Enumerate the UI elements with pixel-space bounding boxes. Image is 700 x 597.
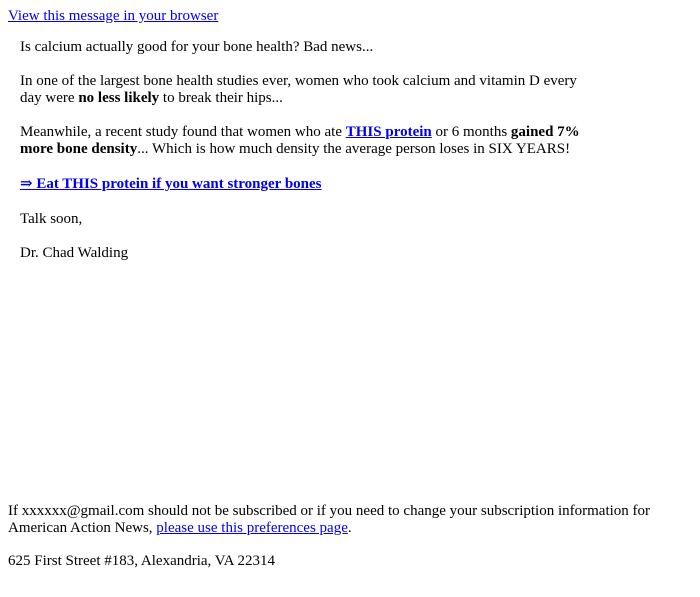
closing-paragraph bbox=[20, 211, 600, 228]
email-body bbox=[20, 39, 600, 278]
meanwhile-text-mid: or 6 months bbox=[431, 124, 511, 140]
meanwhile-text-start: Meanwhile, a recent study found that women who ate bbox=[20, 124, 346, 140]
subscription-period: . bbox=[347, 520, 352, 536]
view-in-browser-link[interactable]: View this message in your browser bbox=[8, 8, 219, 24]
meanwhile-emphasis: gained 7% more bone density bbox=[20, 124, 580, 157]
study-emphasis: no less likely bbox=[78, 90, 160, 106]
meanwhile-text-end: ... Which is how much density the average person loses in SIX YEARS! bbox=[137, 141, 571, 157]
signature-text: Dr. Chad Walding bbox=[20, 245, 129, 261]
meanwhile-paragraph bbox=[20, 124, 600, 158]
mailing-address bbox=[8, 553, 688, 570]
study-text-end: to break their hips... bbox=[159, 90, 283, 106]
intro-text: Is calcium actually good for your bone health? Bad news... bbox=[20, 39, 374, 55]
study-paragraph bbox=[20, 73, 600, 107]
email-footer bbox=[8, 503, 688, 586]
this-protein-link[interactable]: THIS protein bbox=[345, 124, 432, 140]
subscription-notice bbox=[8, 503, 688, 537]
eat-protein-cta-link[interactable]: ⇒ Eat THIS protein if you want stronger bones bbox=[20, 176, 322, 192]
cta-paragraph bbox=[20, 176, 600, 193]
closing-text: Talk soon, bbox=[20, 211, 83, 227]
address-text: 625 First Street #183, Alexandria, VA 22314 bbox=[8, 553, 275, 569]
subscription-text: If xxxxxx@gmail.com should not be subscribed or if you need to change your subscription information for American Action News, bbox=[8, 503, 651, 536]
preferences-page-link[interactable]: please use this preferences page bbox=[156, 520, 348, 536]
signature-paragraph bbox=[20, 245, 600, 262]
intro-paragraph bbox=[20, 39, 600, 56]
study-text-start: In one of the largest bone health studies ever, women who took calcium and vitamin D every day were bbox=[20, 73, 577, 106]
